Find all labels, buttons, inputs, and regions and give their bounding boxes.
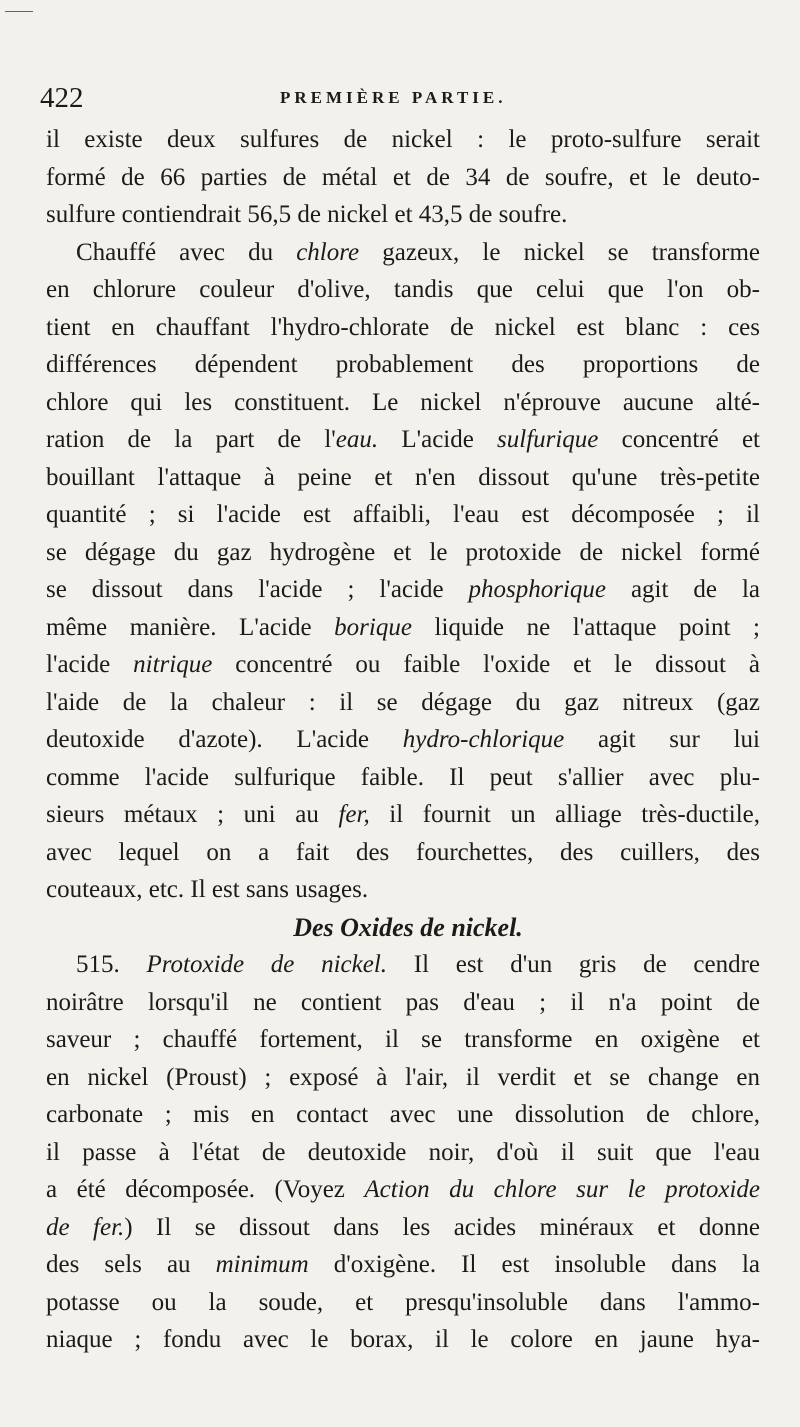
page-header (40, 78, 752, 118)
page-number: 422 (40, 82, 84, 114)
text-line: carbonate ; mis en contact avec une dissolution de chlore, (46, 1101, 760, 1128)
text-line: l'aide de la chaleur : il se dégage du gaz nitreux (gaz (46, 688, 760, 716)
text-line: saveur ; chauffé fortement, il se transforme en oxigène et (46, 1026, 760, 1053)
text-line: des sels au minimum d'oxigène. Il est insoluble dans la (46, 1251, 761, 1278)
section-heading: Des Oxides de nickel. (293, 912, 523, 942)
corner-mark (5, 11, 33, 12)
text-line: avec lequel on a fait des fourchettes, des cuillers, des (46, 838, 760, 866)
text-line: noirâtre lorsqu'il ne contient pas d'eau ; il n'a point de (46, 988, 760, 1016)
text-line: sulfure contiendrait 56,5 de nickel et 43,5 de soufre. (46, 201, 568, 228)
text-line: comme l'acide sulfurique faible. Il peut s'allier avec plu- (46, 763, 760, 791)
text-line: Chauffé avec du chlore gazeux, le nickel se transforme (76, 238, 761, 266)
text-line: même manière. L'acide borique liquide ne l'attaque point ; (46, 613, 760, 641)
text-line: ration de la part de l'eau. L'acide sulfurique concentré et (46, 426, 760, 453)
text-line: il passe à l'état de deutoxide noir, d'où il suit que l'eau (46, 1138, 760, 1166)
body-text (46, 121, 760, 1359)
text-line: il existe deux sulfures de nickel : le proto-sulfure serait (46, 126, 760, 153)
text-line: couteaux, etc. Il est sans usages. (46, 876, 369, 903)
text-line: tient en chauffant l'hydro-chlorate de nickel est blanc : ces (46, 313, 760, 341)
text-line: l'acide nitrique concentré ou faible l'oxide et le dissout à (46, 651, 760, 678)
text-line: se dégage du gaz hydrogène et le protoxide de nickel formé (46, 538, 760, 566)
text-line: deutoxide d'azote). L'acide hydro-chlorique agit sur lui (46, 726, 760, 753)
text-line: de fer.) Il se dissout dans les acides minéraux et donne (46, 1213, 760, 1241)
text-line: en nickel (Proust) ; exposé à l'air, il verdit et se change en (46, 1063, 760, 1091)
text-line: formé de 66 parties de métal et de 34 de soufre, et le deuto- (46, 163, 760, 191)
text-line: en chlorure couleur d'olive, tandis que celui que l'on ob- (46, 276, 760, 303)
text-line: a été décomposée. (Voyez Action du chlore sur le protoxide (46, 1176, 760, 1203)
text-line: potasse ou la soude, et presqu'insoluble dans l'ammo- (46, 1288, 760, 1316)
text-line: quantité ; si l'acide est affaibli, l'eau est décomposée ; il (46, 501, 760, 528)
text-line: différences dépendent probablement des proportions de (46, 351, 760, 378)
text-line: bouillant l'attaque à peine et n'en dissout qu'une très-petite (46, 463, 760, 491)
text-line: sieurs métaux ; uni au fer, il fournit un alliage très-ductile, (46, 801, 760, 828)
text-line: 515. Protoxide de nickel. Il est d'un gris de cendre (76, 951, 761, 978)
text-line: se dissout dans l'acide ; l'acide phosphorique agit de la (46, 576, 760, 603)
text-line: niaque ; fondu avec le borax, il le colore en jaune hya- (46, 1326, 760, 1353)
running-head: PREMIÈRE PARTIE. (280, 88, 507, 107)
text-line: chlore qui les constituent. Le nickel n'éprouve aucune alté- (46, 388, 760, 416)
